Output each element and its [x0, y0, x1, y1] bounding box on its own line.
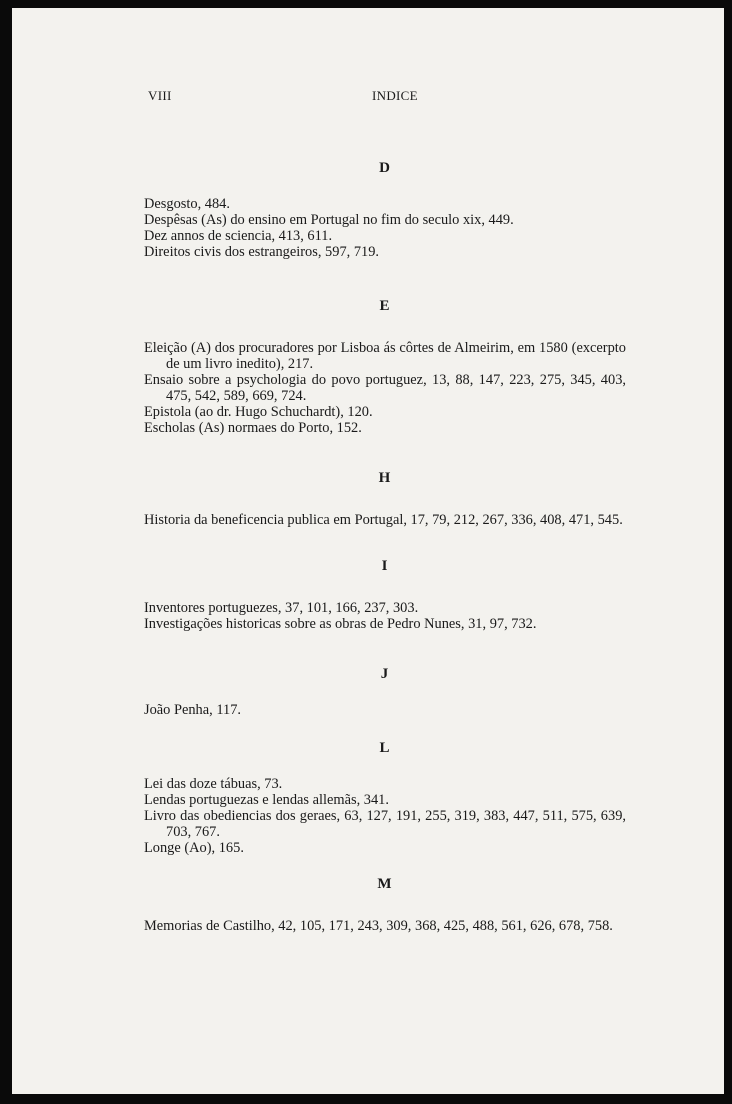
- index-entry: Ensaio sobre a psychologia do povo portuguez, 13, 88, 147, 223, 275, 345, 403, 475, 542, 589, 669, 724.: [144, 372, 626, 404]
- index-entry: Lei das doze tábuas, 73.: [144, 776, 283, 792]
- index-entry: Despêsas (As) do ensino em Portugal no fim do seculo xix, 449.: [144, 212, 514, 228]
- section-letter: H: [378, 470, 392, 486]
- index-entry: João Penha, 117.: [144, 702, 241, 718]
- index-section-j: [144, 666, 626, 718]
- index-section-e: [144, 298, 626, 436]
- index-entry: Investigações historicas sobre as obras de Pedro Nunes, 31, 97, 732.: [144, 616, 537, 632]
- index-entry: Eleição (A) dos procuradores por Lisboa ás côrtes de Almeirim, em 1580 (excerpto de um livro inedito), 217.: [144, 340, 626, 372]
- section-letter: M: [377, 876, 393, 892]
- entry-list: [144, 918, 626, 934]
- index-section-h: [144, 470, 626, 528]
- index-section-l: [144, 740, 626, 856]
- section-letter: D: [379, 160, 391, 176]
- page-number: VIII: [148, 88, 172, 103]
- running-title: INDICE: [372, 88, 418, 103]
- index-entry: Epistola (ao dr. Hugo Schuchardt), 120.: [144, 404, 373, 420]
- index-section-m: [144, 876, 626, 934]
- section-letter: E: [379, 298, 391, 314]
- entry-list: [144, 512, 626, 528]
- index-section-i: [144, 558, 626, 632]
- entry-list: [144, 702, 626, 718]
- index-entry: Historia da beneficencia publica em Portugal, 17, 79, 212, 267, 336, 408, 471, 545.: [144, 512, 623, 528]
- section-letter: L: [379, 740, 391, 756]
- index-entry: Livro das obediencias dos geraes, 63, 127, 191, 255, 319, 383, 447, 511, 575, 639, 703, 767.: [144, 808, 626, 840]
- index-entry: Inventores portuguezes, 37, 101, 166, 237, 303.: [144, 600, 419, 616]
- index-entry: Lendas portuguezas e lendas allemãs, 341.: [144, 792, 389, 808]
- section-letter: J: [380, 666, 390, 682]
- entry-list: [144, 776, 626, 856]
- index-content: [144, 160, 626, 934]
- index-entry: Desgosto, 484.: [144, 196, 230, 212]
- book-page: [12, 8, 724, 1094]
- entry-list: [144, 196, 626, 260]
- entry-list: [144, 340, 626, 436]
- index-entry: Escholas (As) normaes do Porto, 152.: [144, 420, 362, 436]
- index-entry: Dez annos de sciencia, 413, 611.: [144, 228, 333, 244]
- section-letter: I: [381, 558, 389, 574]
- index-entry: Direitos civis dos estrangeiros, 597, 719.: [144, 244, 380, 260]
- page-header: [148, 88, 614, 110]
- entry-list: [144, 600, 626, 632]
- index-entry: Longe (Ao), 165.: [144, 840, 244, 856]
- index-entry: Memorias de Castilho, 42, 105, 171, 243, 309, 368, 425, 488, 561, 626, 678, 758.: [144, 918, 613, 934]
- index-section-d: [144, 160, 626, 260]
